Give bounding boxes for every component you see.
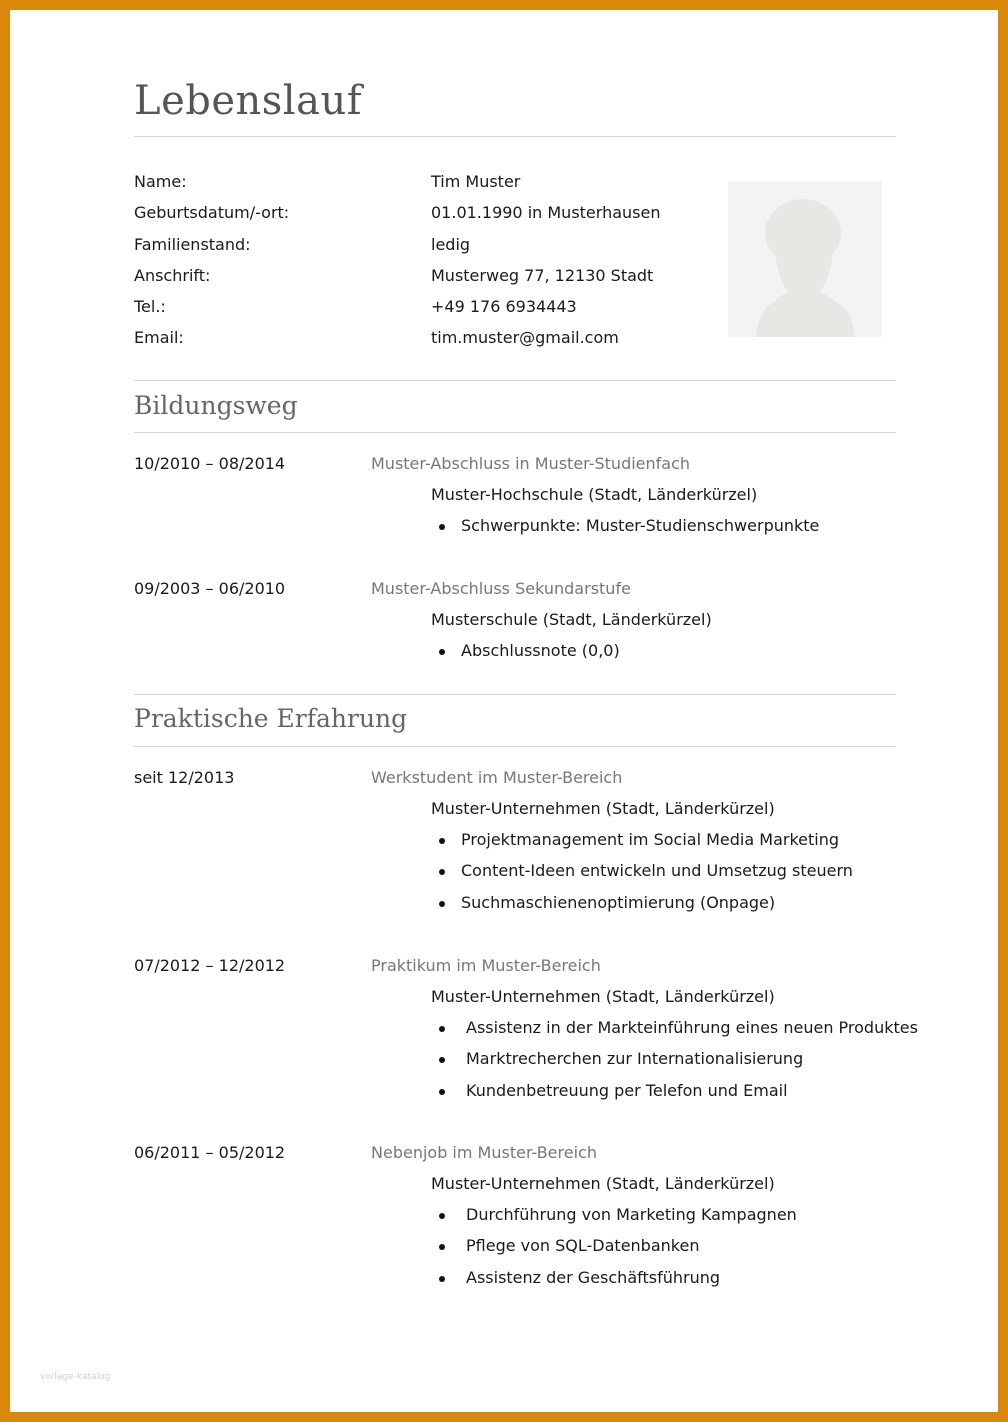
- bullet-text: Abschlussnote (0,0): [461, 641, 620, 660]
- section-divider: [134, 694, 896, 695]
- bullet-icon: [439, 1057, 445, 1063]
- bullet-text: Projektmanagement im Social Media Marketing: [461, 830, 839, 849]
- bullet-icon: [439, 524, 445, 530]
- bullet-icon: [439, 901, 445, 907]
- entry-title: Muster-Abschluss in Muster-Studienfach: [371, 454, 691, 473]
- bullet-icon: [439, 1089, 445, 1095]
- personal-label: Name:: [134, 172, 187, 191]
- resume-page: [10, 10, 998, 1412]
- entry-institution: Muster-Hochschule (Stadt, Länderkürzel): [431, 485, 758, 504]
- personal-value: ledig: [431, 234, 471, 254]
- entry-date: 09/2003 – 06/2010: [134, 579, 286, 598]
- personal-label: Email:: [134, 328, 184, 348]
- page-title: Lebenslauf: [134, 78, 363, 124]
- entry-title: Praktikum im Muster-Bereich: [371, 956, 601, 975]
- personal-row-name: [134, 170, 734, 201]
- bullet-icon: [439, 1276, 445, 1282]
- personal-label: Tel.:: [134, 297, 166, 317]
- entry-title: Muster-Abschluss Sekundarstufe: [371, 579, 631, 598]
- entry-date: 07/2012 – 12/2012: [134, 956, 286, 975]
- bullet-text: Marktrecherchen zur Internationalisierung: [466, 1049, 804, 1069]
- bullet-text: Pflege von SQL-Datenbanken: [466, 1236, 700, 1256]
- bullet-icon: [439, 838, 445, 844]
- personal-value: 01.01.1990 in Musterhausen: [431, 203, 661, 223]
- entry-institution: Musterschule (Stadt, Länderkürzel): [431, 610, 712, 629]
- personal-value: +49 176 6934443: [431, 297, 577, 317]
- bullet-text: Schwerpunkte: Muster-Studienschwerpunkte: [461, 516, 820, 535]
- entry-date: seit 12/2013: [134, 768, 235, 787]
- entry-date: 10/2010 – 08/2014: [134, 454, 286, 473]
- personal-value: tim.muster@gmail.com: [431, 328, 619, 348]
- bullet-text: Suchmaschienenoptimierung (Onpage): [461, 892, 776, 912]
- profile-photo-placeholder: [728, 181, 882, 337]
- bullet-text: Assistenz der Geschäftsführung: [466, 1267, 721, 1287]
- bullet-icon: [439, 649, 445, 655]
- entry-title: Nebenjob im Muster-Bereich: [371, 1143, 597, 1162]
- personal-label: Anschrift:: [134, 265, 211, 285]
- personal-row-birth: [134, 201, 734, 232]
- personal-row-phone: [134, 295, 734, 326]
- bullet-text: Assistenz in der Markteinführung eines neuen Produktes: [466, 1018, 918, 1037]
- bullet-icon: [439, 1244, 445, 1250]
- title-divider: [134, 136, 896, 137]
- personal-info: [134, 170, 734, 358]
- bullet-text: Content-Ideen entwickeln und Umsetzug steuern: [461, 861, 853, 881]
- personal-row-status: [134, 233, 734, 264]
- personal-row-email: [134, 326, 734, 357]
- entry-title: Werkstudent im Muster-Bereich: [371, 768, 623, 787]
- personal-value: Musterweg 77, 12130 Stadt: [431, 265, 654, 285]
- entry-institution: Muster-Unternehmen (Stadt, Länderkürzel): [431, 1174, 775, 1193]
- bullet-text: Kundenbetreuung per Telefon und Email: [466, 1080, 788, 1100]
- watermark: vorlage-katalog: [40, 1372, 111, 1382]
- entry-institution: Muster-Unternehmen (Stadt, Länderkürzel): [431, 799, 775, 818]
- bullet-icon: [439, 869, 445, 875]
- section-divider: [134, 746, 896, 747]
- education-heading: Bildungsweg: [134, 391, 298, 420]
- entry-institution: Muster-Unternehmen (Stadt, Länderkürzel): [431, 987, 775, 1006]
- person-silhouette-icon: [728, 181, 882, 337]
- section-divider: [134, 380, 896, 381]
- bullet-icon: [439, 1026, 445, 1032]
- bullet-text: Durchführung von Marketing Kampagnen: [466, 1205, 797, 1224]
- experience-heading: Praktische Erfahrung: [134, 704, 408, 733]
- section-divider: [134, 432, 896, 433]
- personal-row-address: [134, 264, 734, 295]
- personal-label: Familienstand:: [134, 234, 251, 254]
- personal-label: Geburtsdatum/-ort:: [134, 203, 290, 223]
- bullet-icon: [439, 1213, 445, 1219]
- personal-value: Tim Muster: [431, 172, 521, 191]
- entry-date: 06/2011 – 05/2012: [134, 1143, 286, 1162]
